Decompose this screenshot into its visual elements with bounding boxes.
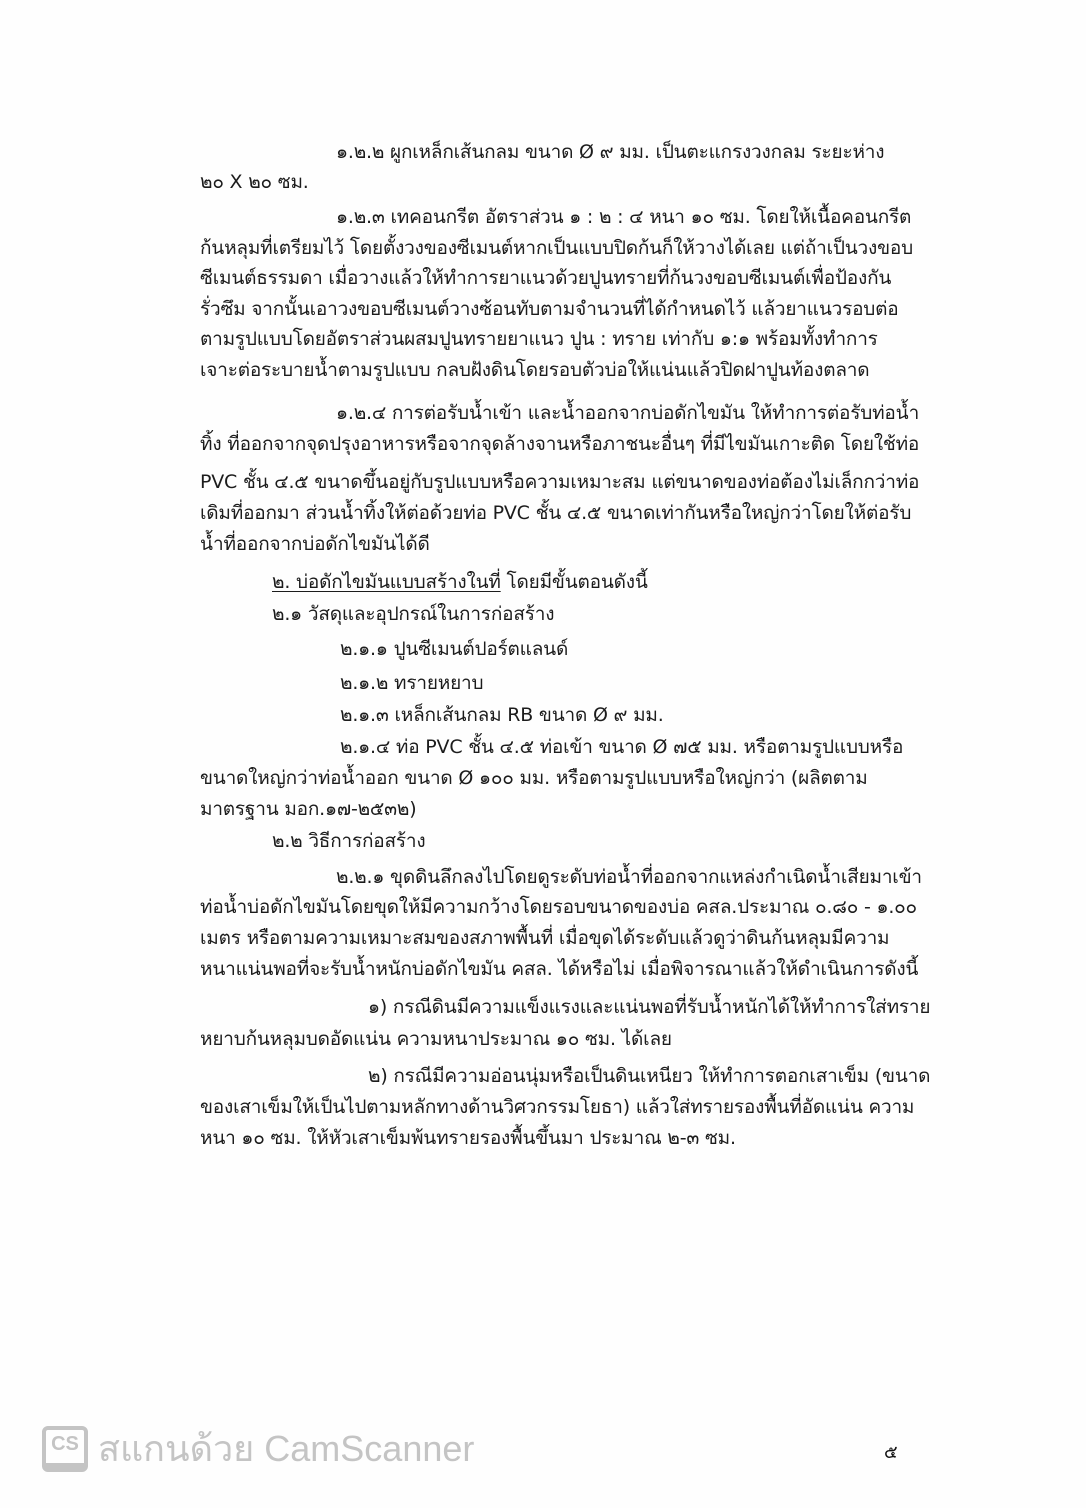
text-line: ตามรูปแบบโดยอัตราส่วนผสมปูนทรายยาแนว ปูน : ทราย เท่ากับ ๑:๑ พร้อมทั้งทำการ <box>200 328 878 350</box>
section-2-heading <box>272 570 648 594</box>
text-line: หนา ๑๐ ซม. ให้หัวเสาเข็มพ้นทรายรองพื้นขึ้นมา ประมาณ ๒-๓ ซม. <box>200 1127 736 1149</box>
text-line: ก้นหลุมที่เตรียมไว้ โดยตั้งวงของซีเมนต์หากเป็นแบบปิดก้นก็ให้วางได้เลย แต่ถ้าเป็นวงขอบ <box>200 237 913 259</box>
text-line: ๒.๑.๔ ท่อ PVC ชั้น ๔.๕ ท่อเข้า ขนาด Ø ๗๕ มม. หรือตามรูปแบบหรือ <box>340 736 904 758</box>
text-line: PVC ชั้น ๔.๕ ขนาดขึ้นอยู่กับรูปแบบหรือความเหมาะสม แต่ขนาดของท่อต้องไม่เล็กกว่าท่อ <box>200 471 920 493</box>
text-line: ๒.๒.๑ ขุดดินลึกลงไปโดยดูระดับท่อน้ำที่ออกจากแหล่งกำเนิดน้ำเสียมาเข้า <box>336 866 922 888</box>
text-line: ๒) กรณีมีความอ่อนนุ่มหรือเป็นดินเหนียว ให้ทำการตอกเสาเข็ม (ขนาด <box>368 1065 931 1087</box>
text-line: ของเสาเข็มให้เป็นไปตามหลักทางด้านวิศวกรรมโยธา) แล้วใส่ทรายรองพื้นที่อัดแน่น ความ <box>200 1096 915 1118</box>
text-line: ขนาดใหญ่กว่าท่อน้ำออก ขนาด Ø ๑๐๐ มม. หรือตามรูปแบบหรือใหญ่กว่า (ผลิตตาม <box>200 767 868 789</box>
text-line: ทิ้ง ที่ออกจากจุดปรุงอาหารหรือจากจุดล้างจานหรือภาชนะอื่นๆ ที่มีไขมันเกาะติด โดยใช้ท่อ <box>200 433 920 455</box>
section-2-subtitle: โดยมีขั้นตอนดังนี้ <box>500 571 648 593</box>
section-2-title: ๒. บ่อดักไขมันแบบสร้างในที่ <box>272 571 501 593</box>
text-line: น้ำที่ออกจากบ่อดักไขมันได้ดี <box>200 533 430 555</box>
text-line: ๒.๑.๓ เหล็กเส้นกลม RB ขนาด Ø ๙ มม. <box>340 704 664 726</box>
text-line: ๑) กรณีดินมีความแข็งแรงและแน่นพอที่รับน้ำหนักได้ให้ทำการใส่ทราย <box>368 996 931 1018</box>
camscanner-logo-icon: CS <box>42 1426 88 1472</box>
text-line: ๒.๑ วัสดุและอุปกรณ์ในการก่อสร้าง <box>272 603 555 625</box>
watermark-text: สแกนด้วย CamScanner <box>98 1428 475 1469</box>
text-line: รั่วซึม จากนั้นเอาวงขอบซีเมนต์วางซ้อนทับตามจำนวนที่ได้กำหนดไว้ แล้วยาแนวรอบต่อ <box>200 298 899 320</box>
text-line: เจาะต่อระบายน้ำตามรูปแบบ กลบฝังดินโดยรอบตัวบ่อให้แน่นแล้วปิดฝาปูนท้องตลาด <box>200 359 870 381</box>
page-number: ๕ <box>884 1442 898 1463</box>
text-line: ๑.๒.๓ เทคอนกรีต อัตราส่วน ๑ : ๒ : ๔ หนา ๑๐ ซม. โดยให้เนื้อคอนกรีต <box>336 206 912 228</box>
text-line: หยาบก้นหลุมบดอัดแน่น ความหนาประมาณ ๑๐ ซม. ได้เลย <box>200 1028 672 1050</box>
text-line: เมตร หรือตามความเหมาะสมของสภาพพื้นที่ เมื่อขุดได้ระดับแล้วดูว่าดินก้นหลุมมีความ <box>200 927 890 949</box>
text-line: มาตรฐาน มอก.๑๗-๒๕๓๒) <box>200 798 417 820</box>
text-line: เดิมที่ออกมา ส่วนน้ำทิ้งให้ต่อด้วยท่อ PVC ชั้น ๔.๕ ขนาดเท่ากันหรือใหญ่กว่าโดยให้ต่อรับ <box>200 502 912 524</box>
text-line: ๒.๑.๑ ปูนซีเมนต์ปอร์ตแลนด์ <box>340 638 569 660</box>
text-line: ท่อน้ำบ่อดักไขมันโดยขุดให้มีความกว้างโดยรอบขนาดของบ่อ คสล.ประมาณ ๐.๘๐ - ๑.๐๐ <box>200 896 917 918</box>
text-line: ๒.๑.๒ ทรายหยาบ <box>340 672 484 694</box>
text-line: ๒.๒ วิธีการก่อสร้าง <box>272 830 426 852</box>
text-line: ๑.๒.๔ การต่อรับน้ำเข้า และน้ำออกจากบ่อดักไขมัน ให้ทำการต่อรับท่อน้ำ <box>336 402 920 424</box>
camscanner-watermark <box>42 1420 474 1477</box>
text-line: ซีเมนต์ธรรมดา เมื่อวางแล้วให้ทำการยาแนวด้วยปูนทรายที่ก้นวงขอบซีเมนต์เพื่อป้องกัน <box>200 267 892 289</box>
text-line: ๑.๒.๒ ผูกเหล็กเส้นกลม ขนาด Ø ๙ มม. เป็นตะแกรงวงกลม ระยะห่าง <box>336 141 885 163</box>
text-line: ๒๐ X ๒๐ ซม. <box>200 171 309 193</box>
text-line: หนาแน่นพอที่จะรับน้ำหนักบ่อดักไขมัน คสล. ได้หรือไม่ เมื่อพิจารณาแล้วให้ดำเนินการดังนี้ <box>200 958 919 980</box>
